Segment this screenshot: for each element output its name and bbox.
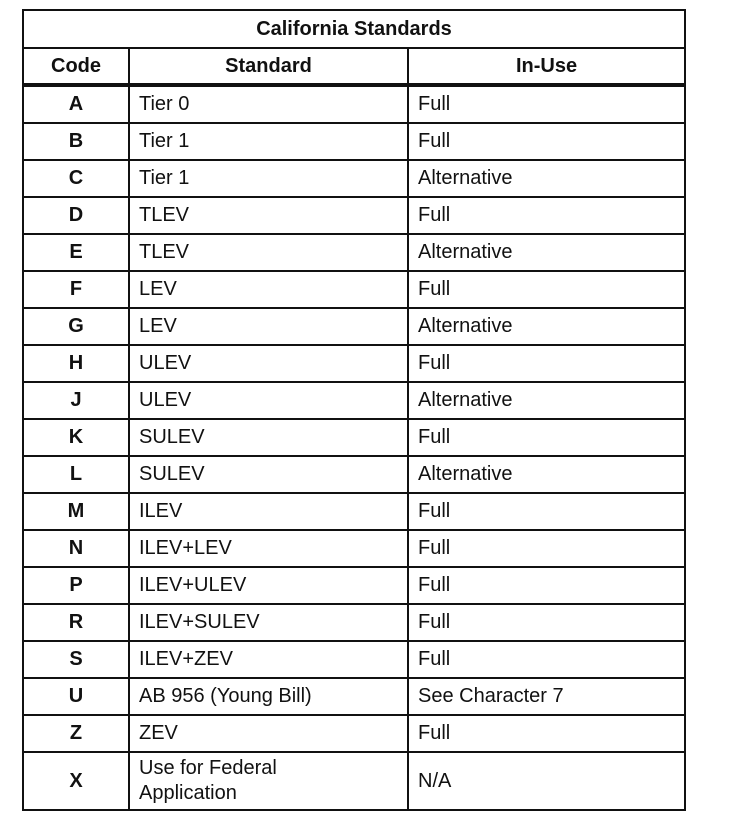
code-cell: K [23,419,129,456]
standard-cell: SULEV [129,419,408,456]
in-use-cell: Alternative [408,382,685,419]
in-use-cell: See Character 7 [408,678,685,715]
code-cell: D [23,197,129,234]
table-title-row [23,10,685,48]
in-use-cell: Full [408,530,685,567]
table-title: California Standards [23,10,685,48]
table-row [23,752,685,810]
standard-cell: Tier 1 [129,123,408,160]
code-cell: M [23,493,129,530]
standard-cell: TLEV [129,234,408,271]
in-use-cell: Full [408,493,685,530]
code-cell: J [23,382,129,419]
in-use-cell: Full [408,419,685,456]
table-row [23,604,685,641]
code-cell: B [23,123,129,160]
table-row [23,715,685,752]
table-row [23,160,685,197]
standard-cell: LEV [129,271,408,308]
in-use-cell: Full [408,123,685,160]
in-use-cell: Full [408,604,685,641]
in-use-cell: Alternative [408,456,685,493]
california-standards-table [22,9,686,811]
in-use-cell: Full [408,641,685,678]
standard-cell: ULEV [129,345,408,382]
table-row [23,419,685,456]
column-header-code: Code [23,48,129,85]
table-row [23,641,685,678]
code-cell: F [23,271,129,308]
column-header-in-use: In-Use [408,48,685,85]
in-use-cell: Alternative [408,234,685,271]
standard-cell: Tier 0 [129,85,408,123]
code-cell: E [23,234,129,271]
standard-line-1: Use for Federal [139,757,277,779]
code-cell: A [23,85,129,123]
code-cell: R [23,604,129,641]
table-row [23,493,685,530]
table-row [23,308,685,345]
standard-cell: Tier 1 [129,160,408,197]
in-use-cell: N/A [408,752,685,810]
table-row [23,678,685,715]
column-header-standard: Standard [129,48,408,85]
table-row [23,123,685,160]
standard-cell: ILEV+SULEV [129,604,408,641]
table-row [23,271,685,308]
in-use-cell: Full [408,715,685,752]
standard-cell: ULEV [129,382,408,419]
table-row [23,382,685,419]
code-cell: S [23,641,129,678]
code-cell: P [23,567,129,604]
standard-cell: ILEV+LEV [129,530,408,567]
standard-cell: ILEV [129,493,408,530]
table-row [23,567,685,604]
table-row [23,530,685,567]
table-row [23,85,685,123]
standard-cell [129,752,408,810]
standard-cell: SULEV [129,456,408,493]
table-header-row [23,48,685,85]
standard-cell: LEV [129,308,408,345]
standard-cell: ILEV+ZEV [129,641,408,678]
code-cell: Z [23,715,129,752]
in-use-cell: Alternative [408,160,685,197]
code-cell: U [23,678,129,715]
in-use-cell: Full [408,197,685,234]
in-use-cell: Full [408,85,685,123]
code-cell: X [23,752,129,810]
table-row [23,234,685,271]
standard-cell: ZEV [129,715,408,752]
in-use-cell: Full [408,271,685,308]
in-use-cell: Full [408,345,685,382]
table-row [23,197,685,234]
in-use-cell: Alternative [408,308,685,345]
code-cell: C [23,160,129,197]
code-cell: L [23,456,129,493]
table-row [23,456,685,493]
in-use-cell: Full [408,567,685,604]
table-row [23,345,685,382]
code-cell: H [23,345,129,382]
standard-cell: TLEV [129,197,408,234]
code-cell: G [23,308,129,345]
standard-cell: AB 956 (Young Bill) [129,678,408,715]
standard-line-2: Application [139,782,237,804]
standard-cell: ILEV+ULEV [129,567,408,604]
code-cell: N [23,530,129,567]
